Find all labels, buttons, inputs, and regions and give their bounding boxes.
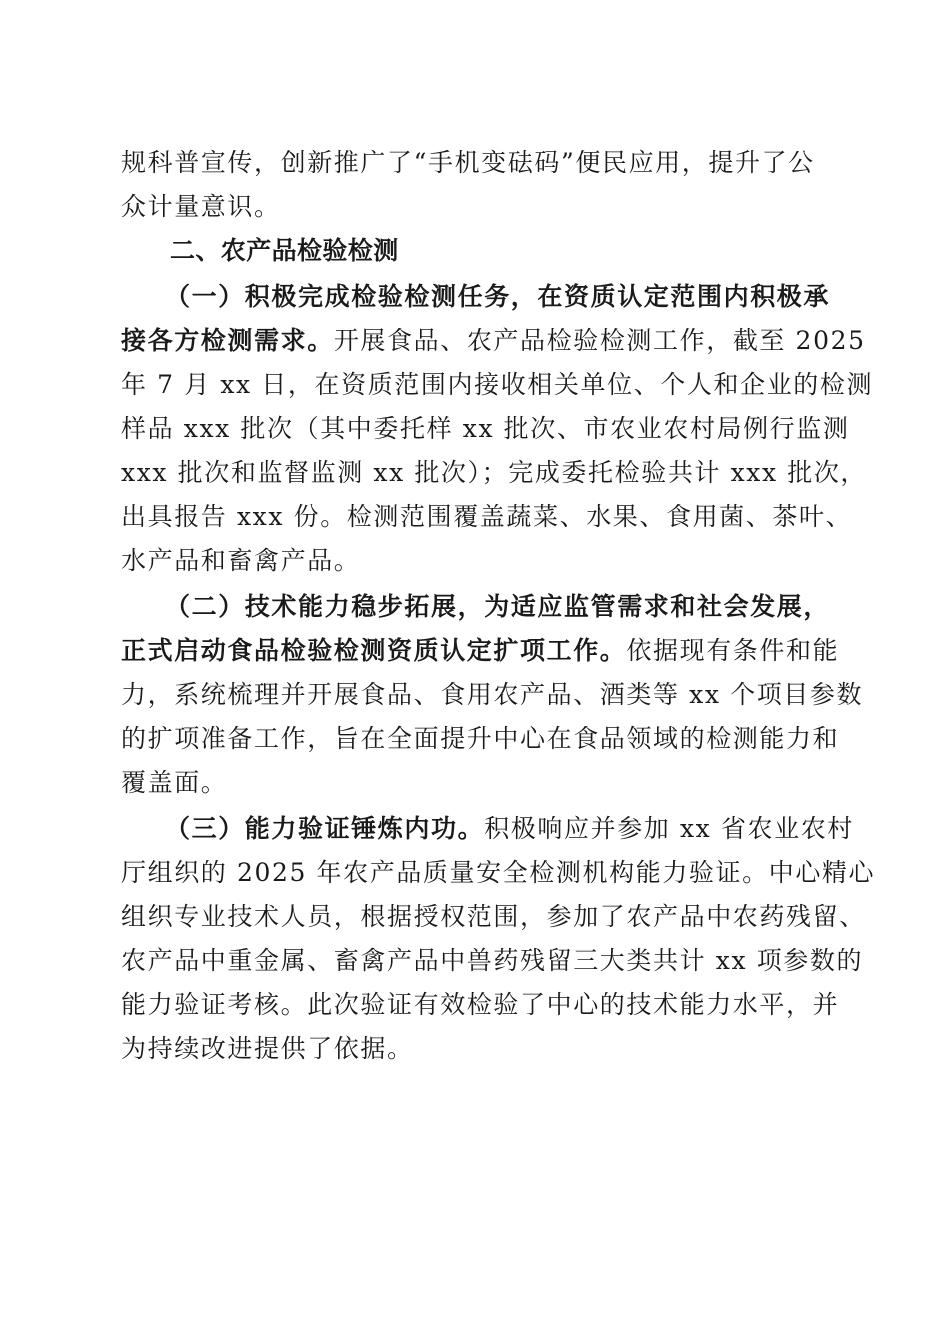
- para3-lead: （三）能力验证锤炼内功。: [165, 814, 485, 843]
- intro-line-1: 规科普宣传，创新推广了“手机变砝码”便民应用，提升了公: [121, 148, 815, 177]
- para3-line-2: 厅组织的 2025 年农产品质量安全检测机构能力验证。中心精心: [121, 858, 876, 887]
- para2-rest-line-2: 依据现有条件和能: [626, 636, 840, 665]
- para2-line-4: 的扩项准备工作，旨在全面提升中心在食品领域的检测能力和: [121, 724, 840, 753]
- para2-lead-line-1: （二）技术能力稳步拓展，为适应监管需求和社会发展，: [165, 592, 831, 621]
- para2-line-2: [121, 636, 839, 666]
- para1-line-4: 样品 xxx 批次（其中委托样 xx 批次、市农业农村局例行监测: [121, 414, 850, 443]
- para1-line-6: 出具报告 xxx 份。检测范围覆盖蔬菜、水果、食用菌、茶叶、: [121, 502, 853, 531]
- section-title: 二、农产品检验检测: [170, 236, 399, 265]
- para2-lead-line-2: 正式启动食品检验检测资质认定扩项工作。: [121, 636, 627, 665]
- para3-line-1: [165, 814, 854, 844]
- para2-line-5: 覆盖面。: [121, 768, 228, 797]
- para1-line-3: 年 7 月 xx 日，在资质范围内接收相关单位、个人和企业的检测: [121, 370, 874, 399]
- para1-line-2: [121, 326, 866, 356]
- para1-line-7: 水产品和畜禽产品。: [121, 546, 361, 575]
- para3-line-4: 农产品中重金属、畜禽产品中兽药残留三大类共计 xx 项参数的: [121, 946, 864, 975]
- para1-lead-line-2: 接各方检测需求。: [121, 326, 334, 355]
- intro-line-2: 众计量意识。: [121, 192, 281, 221]
- para3-line-3: 组织专业技术人员，根据授权范围，参加了农产品中农药残留、: [121, 902, 866, 931]
- para1-rest-line-2: 开展食品、农产品检验检测工作，截至 2025: [333, 326, 866, 355]
- para2-line-3: 力，系统梳理并开展食品、食用农产品、酒类等 xx 个项目参数: [121, 680, 864, 709]
- para3-rest-line-1: 积极响应并参加 xx 省农业农村: [484, 814, 854, 843]
- para1-lead-line-1: （一）积极完成检验检测任务，在资质认定范围内积极承: [165, 282, 831, 311]
- para3-line-6: 为持续改进提供了依据。: [121, 1034, 414, 1063]
- para3-line-5: 能力验证考核。此次验证有效检验了中心的技术能力水平，并: [121, 990, 840, 1019]
- para1-line-5: xxx 批次和监督监测 xx 批次）；完成委托检验共计 xxx 批次，: [121, 458, 868, 487]
